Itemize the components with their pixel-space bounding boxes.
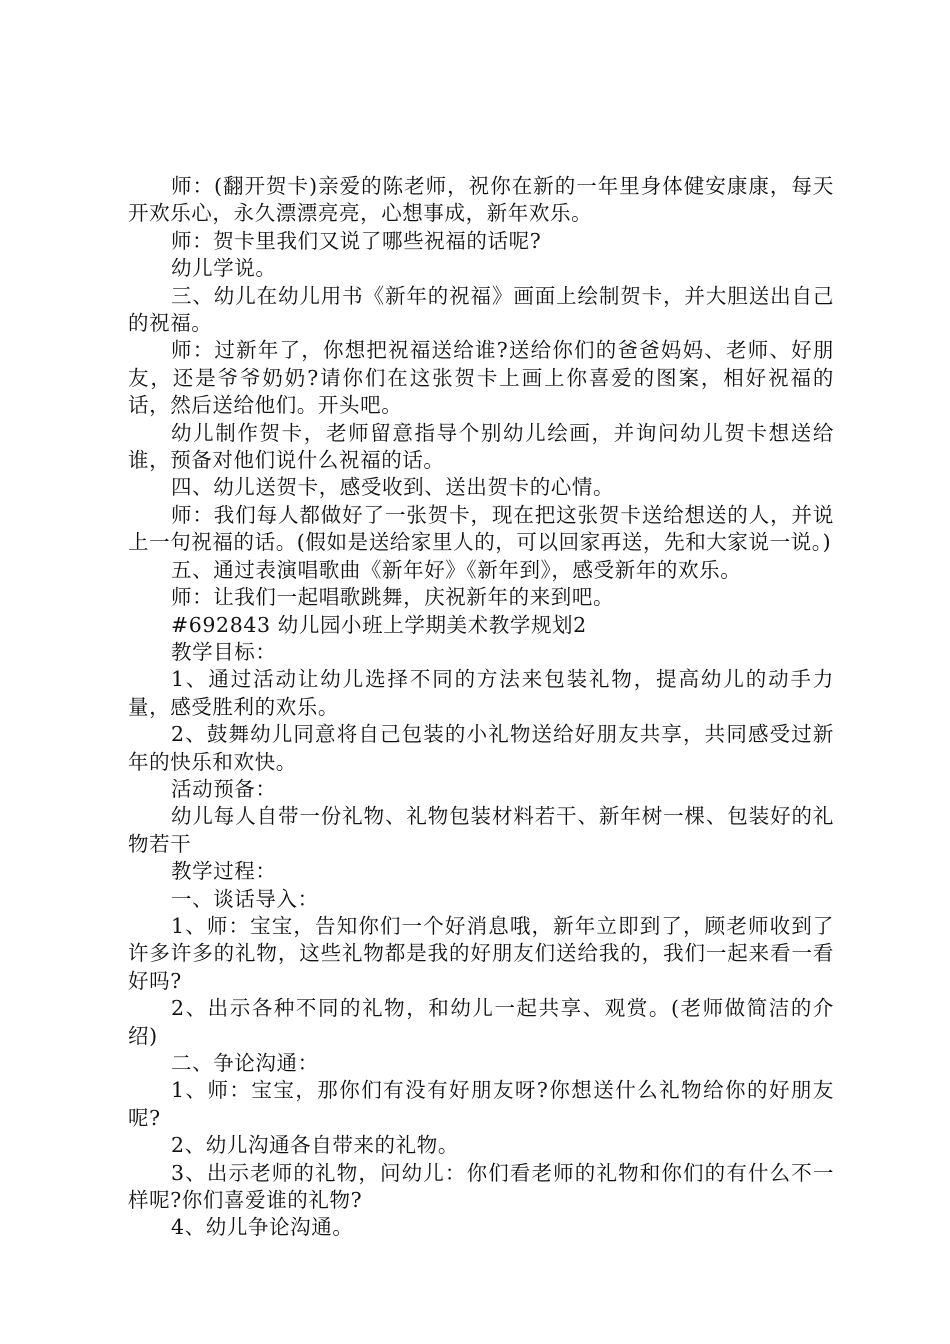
paragraph: 活动预备：	[171, 776, 277, 801]
section-heading: #692843 幼儿园小班上学期美术教学规划2	[171, 612, 587, 637]
paragraph: 一、谈话导入：	[171, 886, 319, 911]
paragraph: 幼儿每人自带一份礼物、礼物包装材料若干、新年树一棵、包装好的礼物若干	[128, 804, 834, 856]
paragraph: 1、通过活动让幼儿选择不同的方法来包装礼物，提高幼儿的动手力量，感受胜利的欢乐。	[128, 667, 834, 719]
paragraph: 2、出示各种不同的礼物，和幼儿一起共享、观赏。(老师做简洁的介绍)	[128, 996, 834, 1048]
paragraph: 1、师：宝宝，告知你们一个好消息哦，新年立即到了，顾老师收到了许多许多的礼物，这些礼物都是我的好朋友们送给我的，我们一起来看一看好吗?	[128, 913, 834, 993]
paragraph: 师：过新年了，你想把祝福送给谁?送给你们的爸爸妈妈、老师、好朋友，还是爷爷奶奶?请你们在这张贺卡上画上你喜爱的图案，相好祝福的话，然后送给他们。开头吧。	[128, 338, 834, 418]
paragraph: 二、争论沟通：	[171, 1051, 319, 1075]
paragraph: 教学过程：	[171, 859, 277, 884]
paragraph: 2、鼓舞幼儿同意将自己包装的小礼物送给好朋友共享，共同感受过新年的快乐和欢快。	[128, 722, 834, 774]
paragraph: 2、幼儿沟通各自带来的礼物。	[171, 1133, 459, 1158]
paragraph: 幼儿学说。	[171, 256, 277, 281]
paragraph: 幼儿制作贺卡，老师留意指导个别幼儿绘画，并询问幼儿贺卡想送给谁，预备对他们说什么祝福的话。	[128, 420, 834, 473]
paragraph: 师：(翻开贺卡)亲爱的陈老师，祝你在新的一年里身体健安康康，每天开欢乐心，永久漂漂亮亮，心想事成，新年欢乐。	[128, 174, 834, 226]
paragraph: 1、师：宝宝，那你们有没有好朋友呀?你想送什么礼物给你的好朋友呢?	[128, 1078, 834, 1130]
paragraph: 师：贺卡里我们又说了哪些祝福的话呢?	[171, 228, 542, 253]
paragraph: 五、通过表演唱歌曲《新年好》《新年到》，感受新年的欢乐。	[171, 557, 742, 582]
paragraph: 师：让我们一起唱歌跳舞，庆祝新年的来到吧。	[171, 585, 615, 610]
paragraph: 3、出示老师的礼物，问幼儿：你们看老师的礼物和你们的有什么不一样呢?你们喜爱谁的礼物?	[128, 1160, 834, 1213]
paragraph: 教学目标：	[171, 639, 277, 664]
paragraph: 四、幼儿送贺卡，感受收到、送出贺卡的心情。	[171, 475, 615, 500]
paragraph: 师：我们每人都做好了一张贺卡，现在把这张贺卡送给想送的人，并说上一句祝福的话。(假如是送给家里人的，可以回家再送，先和大家说一说。)	[128, 502, 834, 555]
document-body	[128, 173, 834, 1242]
paragraph: 三、幼儿在幼儿用书《新年的祝福》画面上绘制贺卡，并大胆送出自己的祝福。	[128, 283, 834, 336]
paragraph: 4、幼儿争论沟通。	[171, 1215, 354, 1240]
